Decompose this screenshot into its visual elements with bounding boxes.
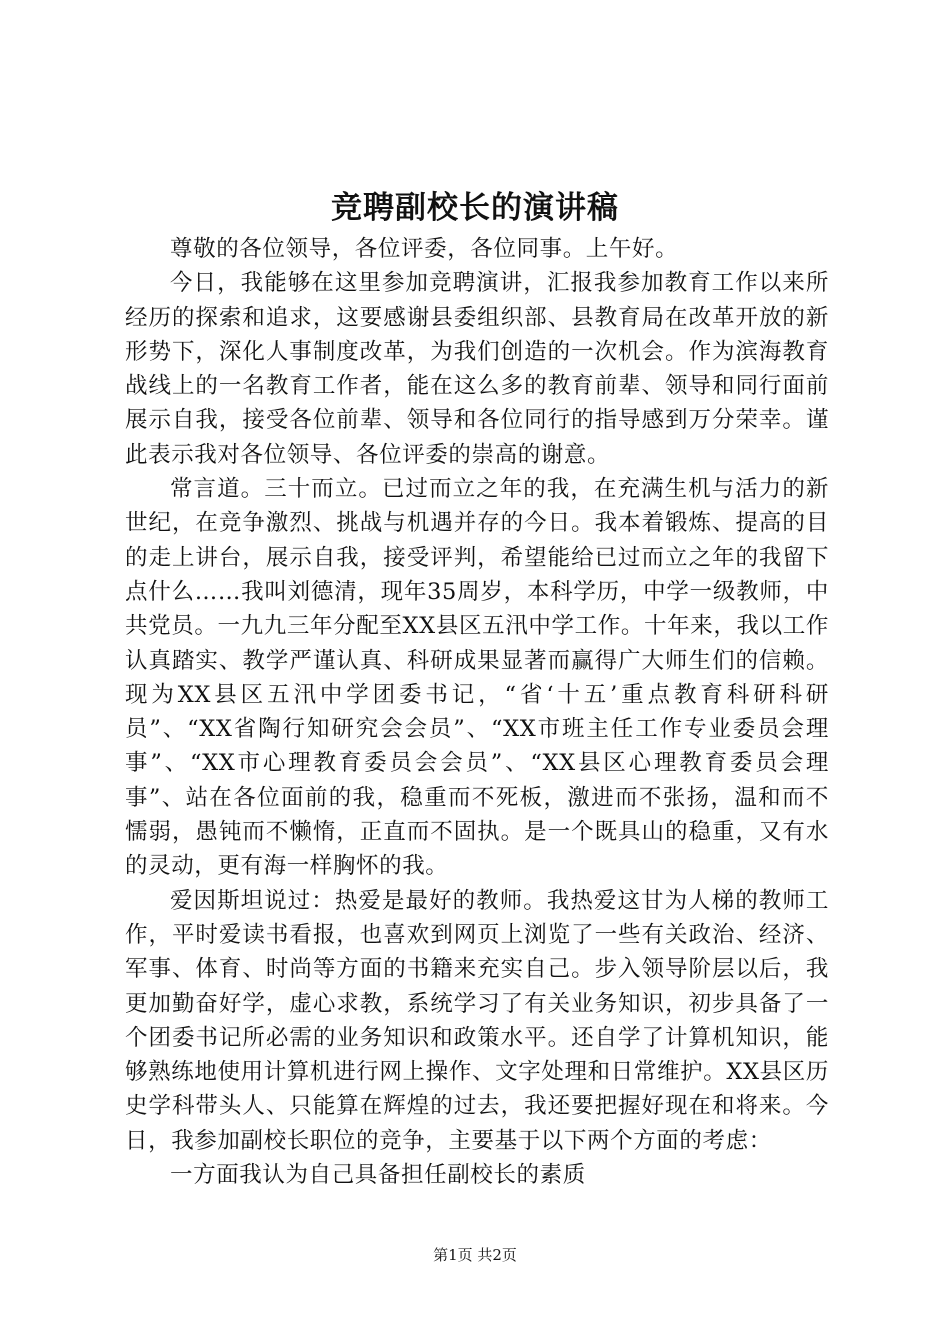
page-number: 第1页 共2页 bbox=[433, 1246, 517, 1264]
document-title: 竞聘副校长的演讲稿 bbox=[331, 190, 619, 226]
paragraph-qualifications: 爱因斯坦说过：热爱是最好的教师。我热爱这甘为人梯的教师工作，平时爱读书看报，也喜欢到网页上浏览了一些有关政治、经济、军事、体育、时尚等方面的书籍来充实自己。步入领导阶层以后，我更加勤奋好学，虚心求教，系统学习了有关业务知识，初步具备了一个团委书记所必需的业务知识和政策水平。还自学了计算机知识，能够熟练地使用计算机进行网上操作、文字处理和日常维护。XX县区历史学科带头人、只能算在辉煌的过去，我还要把握好现在和将来。今日，我参加副校长职位的竞争，主要基于以下两个方面的考虑： bbox=[125, 887, 829, 1154]
paragraph-greeting: 尊敬的各位领导，各位评委，各位同事。上午好。 bbox=[170, 236, 679, 262]
paragraph-self-introduction: 常言道。三十而立。已过而立之年的我，在充满生机与活力的新世纪，在竞争激烈、挑战与机遇并存的今日。我本着锻炼、提高的目的走上讲台，展示自我，接受评判，希望能给已过而立之年的我留下点什么……我叫刘德清，现年35周岁，本科学历，中学一级教师，中共党员。一九九三年分配至XX县区五汛中学工作。十年来，我以工作认真踏实、教学严谨认真、科研成果显著而赢得广大师生们的信赖。现为XX县区五汛中学团委书记，“省‘十五’重点教育科研科研员”、“XX省陶行知研究会会员”、“XX市班主任工作专业委员会理事”、“XX市心理教育委员会会员”、“XX县区心理教育委员会理事”、站在各位面前的我，稳重而不死板，激进而不张扬，温和而不懦弱，愚钝而不懒惰，正直而不固执。是一个既具山的稳重，又有水的灵动，更有海一样胸怀的我。 bbox=[125, 476, 829, 880]
document-body bbox=[125, 232, 829, 1192]
paragraph-introduction: 今日，我能够在这里参加竞聘演讲，汇报我参加教育工作以来所经历的探索和追求，这要感谢县委组织部、县教育局在改革开放的新形势下，深化人事制度改革，为我们创造的一次机会。作为滨海教育战线上的一名教育工作者，能在这么多的教育前辈、领导和同行面前展示自我，接受各位前辈、领导和各位同行的指导感到万分荣幸。谨此表示我对各位领导、各位评委的崇高的谢意。 bbox=[125, 270, 829, 468]
paragraph-first-aspect: 一方面我认为自己具备担任副校长的素质 bbox=[170, 1162, 586, 1189]
page-footer bbox=[0, 1245, 950, 1265]
